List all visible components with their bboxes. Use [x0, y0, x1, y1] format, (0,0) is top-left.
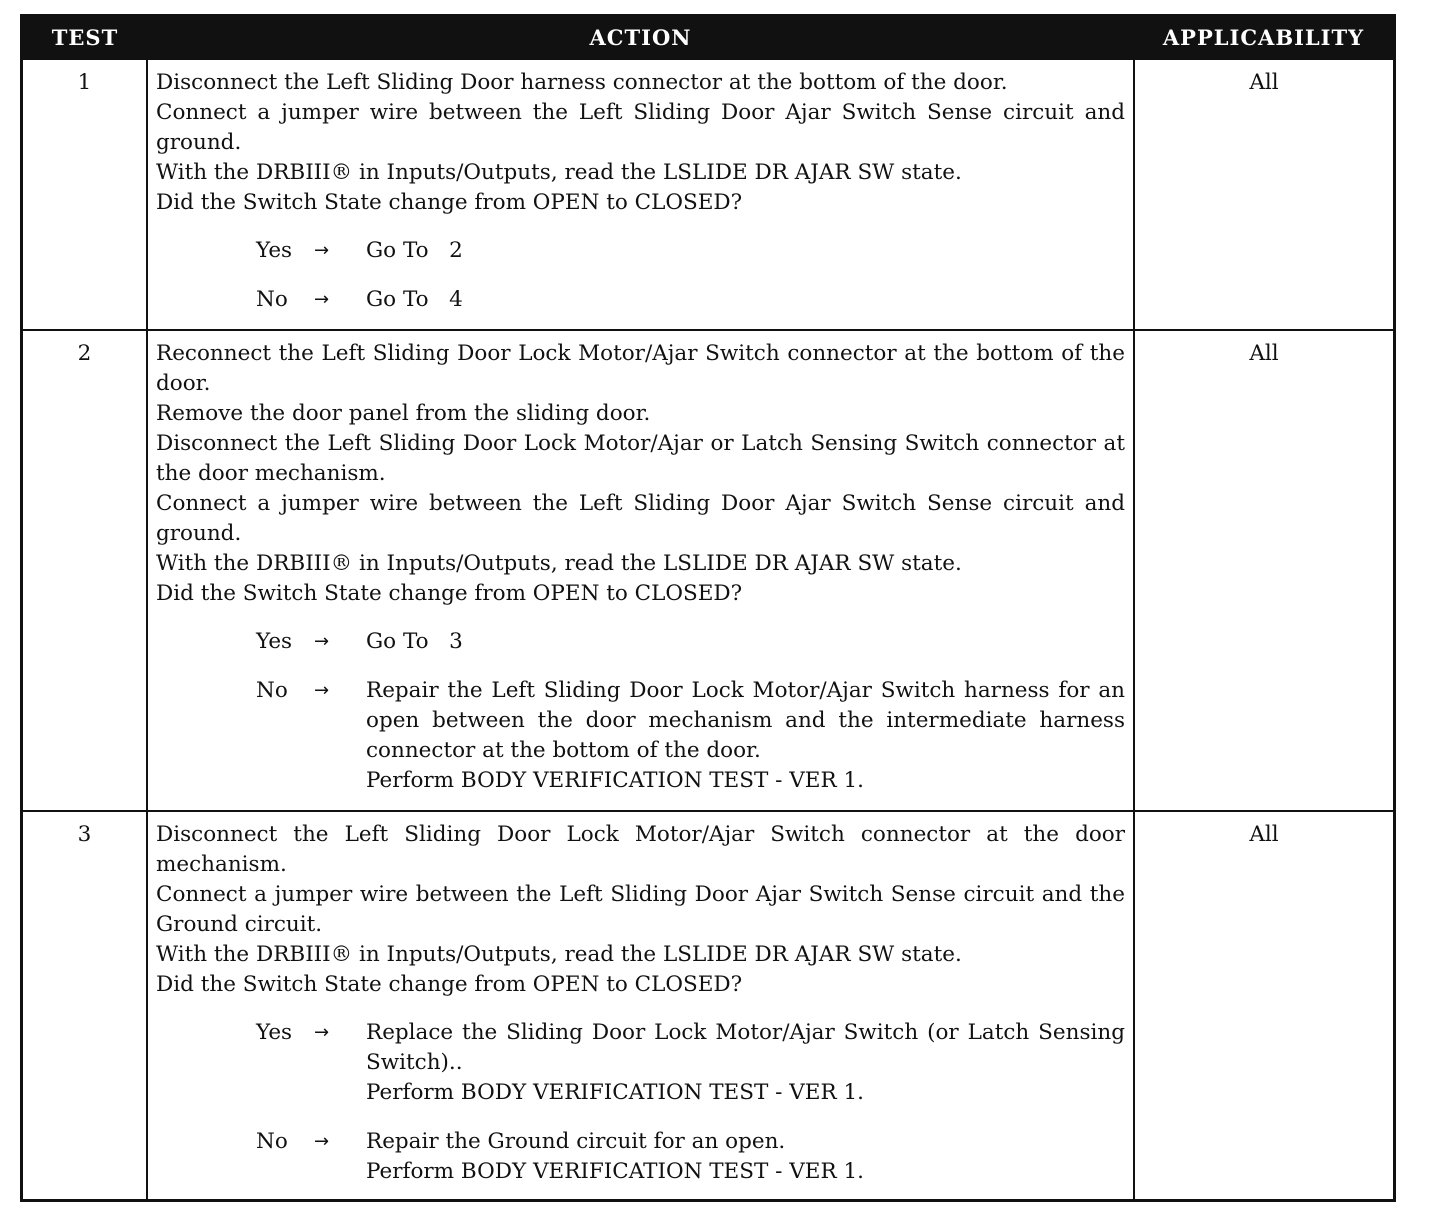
- action-step: Connect a jumper wire between the Left Sliding Door Ajar Switch Sense circuit and the Ground circuit.: [156, 881, 1125, 937]
- test-row-2: [23, 330, 1393, 811]
- outcome-result-line: Go To 2: [366, 238, 463, 263]
- outcome-label: Yes: [256, 628, 293, 654]
- action-cell: [147, 330, 1134, 811]
- outcome-yes: [256, 236, 1125, 266]
- action-step: Disconnect the Left Sliding Door Lock Motor/Ajar Switch connector at the door mechanism.: [156, 821, 1125, 877]
- outcome-label: Yes: [256, 1019, 293, 1045]
- action-step: Reconnect the Left Sliding Door Lock Motor/Ajar Switch connector at the bottom of the door.: [156, 340, 1125, 396]
- action-step: Disconnect the Left Sliding Door Lock Motor/Ajar or Latch Sensing Switch connector at the door mechanism.: [156, 430, 1125, 486]
- header-row: [23, 17, 1393, 59]
- applicability-value: All: [1134, 811, 1393, 1200]
- header-applicability: APPLICABILITY: [1134, 17, 1393, 59]
- outcome-result-line: Replace the Sliding Door Lock Motor/Ajar Switch (or Latch Sensing Switch)..: [366, 1019, 1125, 1075]
- right-arrow-icon: →: [314, 630, 330, 652]
- header-test: TEST: [23, 17, 147, 59]
- outcomes: [156, 236, 1125, 315]
- outcome-result: [366, 236, 1125, 266]
- outcomes: [156, 1018, 1125, 1187]
- action-step: Connect a jumper wire between the Left Sliding Door Ajar Switch Sense circuit and ground.: [156, 100, 1125, 155]
- action-step: Disconnect the Left Sliding Door harness connector at the bottom of the door.: [156, 70, 1008, 95]
- action-step: With the DRBIII® in Inputs/Outputs, read the LSLIDE DR AJAR SW state.: [156, 160, 962, 185]
- outcome-no: [256, 676, 1125, 796]
- header-action: ACTION: [147, 17, 1134, 59]
- outcome-result-line: Repair the Left Sliding Door Lock Motor/Ajar Switch harness for an open between the door mechanism and the intermediate harness connector at the bottom of the door.: [366, 677, 1125, 763]
- outcome-result-line: Perform BODY VERIFICATION TEST - VER 1.: [366, 1158, 865, 1184]
- test-row-1: [23, 59, 1393, 330]
- outcome-result-line: Go To 3: [366, 628, 463, 654]
- outcome-yes: [256, 627, 1125, 657]
- action-question: Did the Switch State change from OPEN to CLOSED?: [156, 190, 743, 215]
- action-step: Remove the door panel from the sliding door.: [156, 400, 651, 426]
- outcome-result-line: Go To 4: [366, 287, 463, 312]
- action-step: Connect a jumper wire between the Left Sliding Door Ajar Switch Sense circuit and ground.: [156, 490, 1125, 546]
- outcome-no: [256, 285, 1125, 315]
- outcome-result-line: Perform BODY VERIFICATION TEST - VER 1.: [366, 1079, 865, 1105]
- diagnostic-test-table: [23, 17, 1393, 1199]
- right-arrow-icon: →: [314, 289, 330, 310]
- diagnostic-table-frame: [20, 14, 1396, 1202]
- right-arrow-icon: →: [314, 240, 330, 261]
- test-number: 3: [23, 811, 147, 1200]
- test-row-3: [23, 811, 1393, 1200]
- outcome-yes: [256, 1018, 1125, 1108]
- outcome-result: [366, 1018, 1125, 1108]
- test-number: 2: [23, 330, 147, 811]
- outcome-result-line: Perform BODY VERIFICATION TEST - VER 1.: [366, 767, 865, 793]
- right-arrow-icon: →: [314, 679, 330, 701]
- right-arrow-icon: →: [314, 1021, 330, 1043]
- action-step: With the DRBIII® in Inputs/Outputs, read the LSLIDE DR AJAR SW state.: [156, 941, 962, 967]
- outcome-result: [366, 627, 1125, 657]
- outcome-no: [256, 1127, 1125, 1187]
- outcome-label: No: [256, 1128, 288, 1154]
- applicability-value: All: [1134, 59, 1393, 330]
- outcome-result: [366, 1127, 1125, 1187]
- action-step: With the DRBIII® in Inputs/Outputs, read the LSLIDE DR AJAR SW state.: [156, 550, 962, 576]
- applicability-value: All: [1134, 330, 1393, 811]
- outcome-label: No: [256, 287, 288, 312]
- outcome-result: [366, 285, 1125, 315]
- outcome-result-line: Repair the Ground circuit for an open.: [366, 1128, 786, 1154]
- right-arrow-icon: →: [314, 1130, 330, 1152]
- action-cell: [147, 59, 1134, 330]
- outcome-result: [366, 676, 1125, 796]
- action-cell: [147, 811, 1134, 1200]
- outcomes: [156, 627, 1125, 796]
- outcome-label: No: [256, 677, 288, 703]
- action-question: Did the Switch State change from OPEN to CLOSED?: [156, 580, 743, 606]
- outcome-label: Yes: [256, 238, 293, 263]
- action-question: Did the Switch State change from OPEN to CLOSED?: [156, 971, 743, 997]
- test-number: 1: [23, 59, 147, 330]
